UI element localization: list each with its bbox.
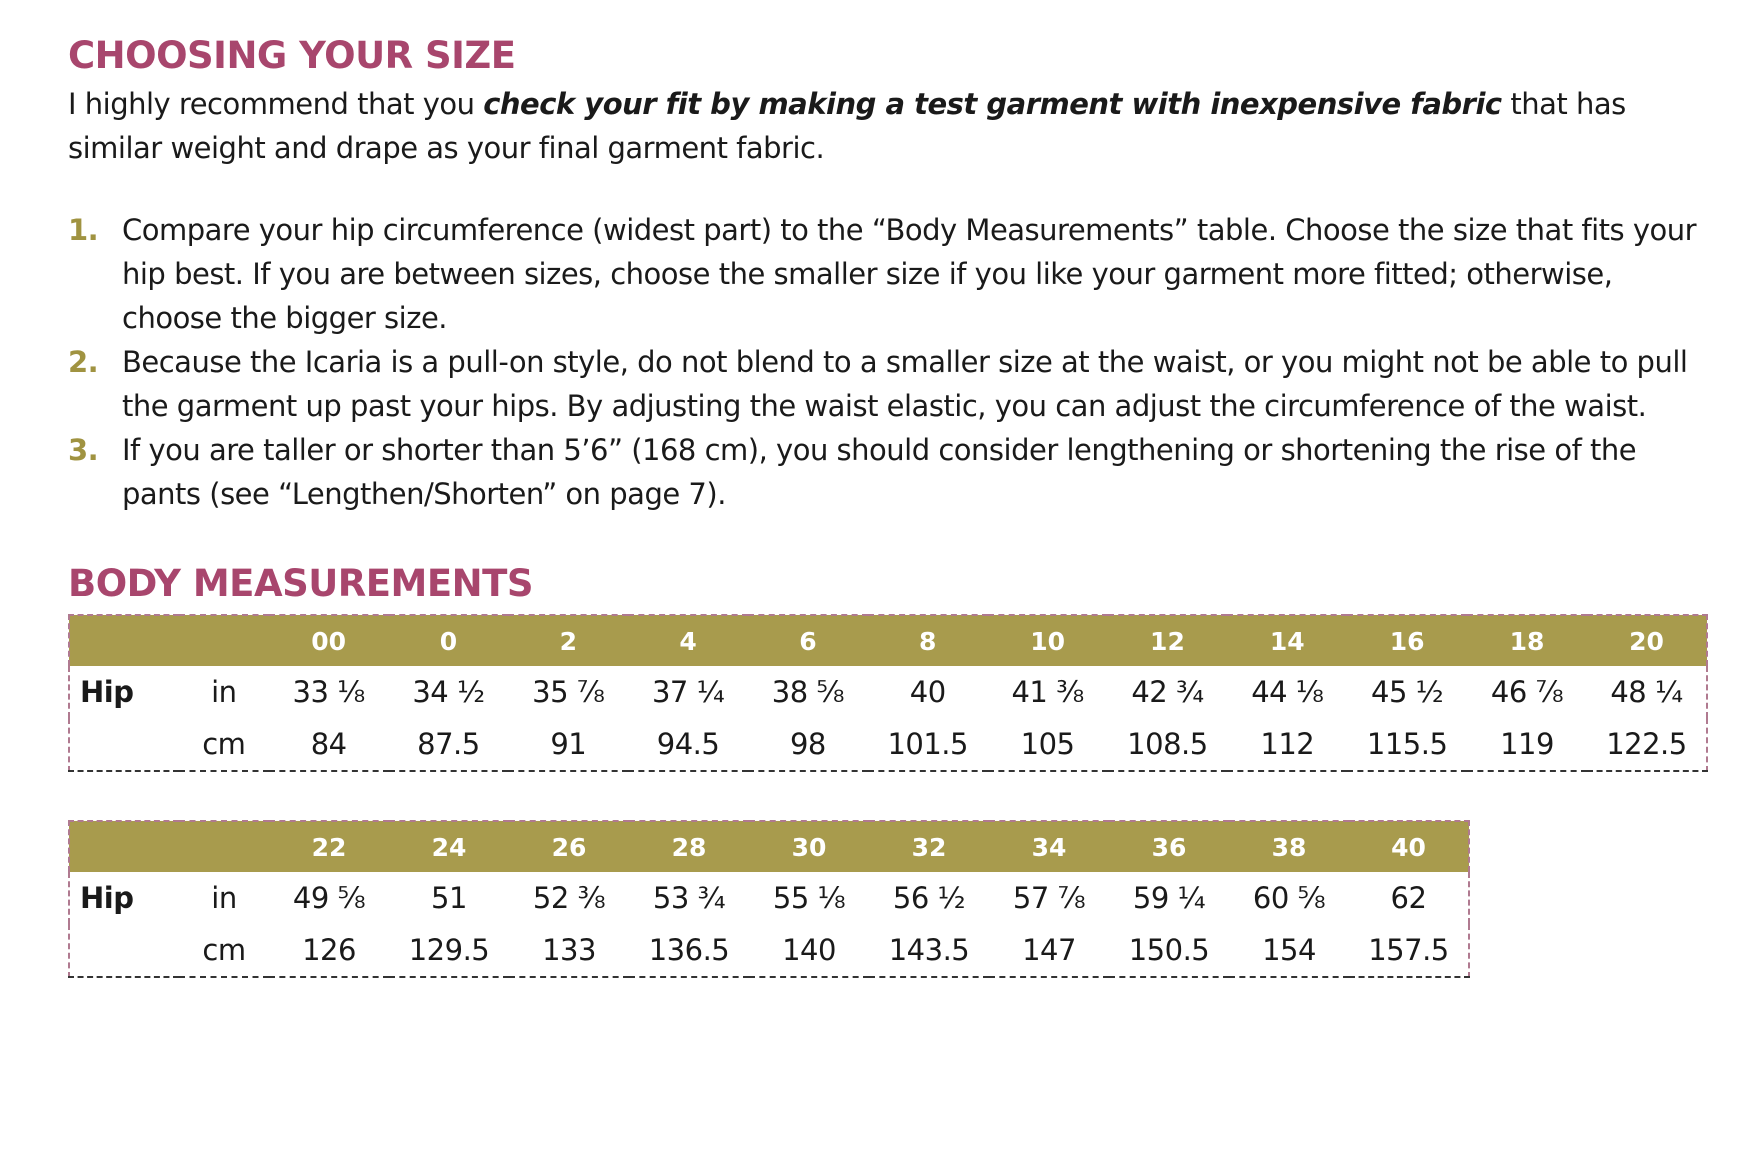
size-header-cell: 22 [269,821,389,872]
hip-cm-cell: 122.5 [1606,727,1687,761]
hip-cm-cell: 119 [1500,727,1554,761]
size-header-cell: 10 [988,615,1108,666]
hip-cm-cell: 101.5 [887,727,968,761]
blank-cell [69,924,179,977]
size-header-cell: 2 [508,615,628,666]
hip-in-cell: 35 ⅞ [532,675,605,709]
hip-cm-cell: 129.5 [408,933,490,967]
blank-header-cell [179,821,269,872]
blank-header-cell [69,615,179,666]
size-header-row [69,615,1707,666]
hip-label: Hip [80,675,134,709]
in-row [69,872,1469,924]
hip-in-cell: 62 [1390,881,1427,915]
hip-in-cell: 40 [909,675,946,709]
size-header-cell: 36 [1109,821,1229,872]
hip-cm-cell: 140 [782,933,836,967]
hip-in-cell: 59 ¼ [1132,881,1206,915]
hip-in-cell: 55 ⅛ [772,881,846,915]
hip-cm-cell: 150.5 [1128,933,1210,967]
size-header-cell: 40 [1349,821,1469,872]
hip-cm-cell: 133 [542,933,596,967]
hip-in-cell: 56 ½ [892,881,966,915]
hip-cm-cell: 154 [1262,933,1316,967]
size-header-cell: 30 [749,821,869,872]
hip-cm-cell: 112 [1260,727,1315,761]
hip-label: Hip [80,881,134,915]
size-header-cell: 6 [748,615,868,666]
hip-in-cell: 41 ⅜ [1011,675,1084,709]
step-item [68,340,1708,428]
size-table-2 [68,820,1470,978]
hip-in-cell: 53 ¾ [652,881,726,915]
step-item [68,428,1708,516]
unit-cm-label: cm [202,727,246,761]
hip-in-cell: 46 ⅞ [1490,675,1564,709]
hip-cm-cell: 84 [310,727,347,761]
step-text: Because the Icaria is a pull-on style, do not blend to a smaller size at the waist, or you might not be able to pull the garment up past your hips. By adjusting the waist elastic, you can adjust the circumference of the waist. [122,345,1688,423]
hip-in-cell: 60 ⅝ [1252,881,1326,915]
cm-row [69,718,1707,771]
hip-in-cell: 38 ⅝ [771,675,844,709]
intro-text-end: that has similar weight and drape as your final garment fabric. [68,87,1626,165]
size-header-cell: 4 [628,615,748,666]
size-header-cell: 00 [269,615,389,666]
size-header-cell: 16 [1347,615,1467,666]
size-header-row [69,821,1469,872]
intro-text-start: I highly recommend that you [68,87,484,121]
size-header-cell: 0 [389,615,509,666]
size-header-cell: 24 [389,821,509,872]
step-item [68,208,1708,340]
hip-cm-cell: 143.5 [888,933,970,967]
size-header-cell: 8 [868,615,988,666]
hip-cm-cell: 105 [1020,727,1075,761]
hip-cm-cell: 126 [302,933,356,967]
hip-cm-cell: 87.5 [417,727,480,761]
size-table-1 [68,614,1708,772]
hip-in-cell: 52 ⅜ [532,881,606,915]
size-header-cell: 28 [629,821,749,872]
size-header-cell: 26 [509,821,629,872]
unit-in-label: in [211,675,237,709]
intro-emphasis: check your fit by making a test garment with inexpensive fabric [483,87,1502,121]
body-measurements-heading: BODY MEASUREMENTS [68,562,533,605]
step-number: 2. [68,345,99,379]
hip-in-cell: 49 ⅝ [292,881,366,915]
hip-cm-cell: 115.5 [1366,727,1448,761]
hip-cm-cell: 94.5 [656,727,720,761]
hip-cm-cell: 136.5 [648,933,730,967]
size-header-cell: 32 [869,821,989,872]
hip-in-cell: 42 ¾ [1131,675,1204,709]
hip-in-cell: 33 ⅛ [292,675,365,709]
size-header-cell: 12 [1108,615,1228,666]
blank-cell [69,718,179,771]
hip-cm-cell: 147 [1022,933,1076,967]
blank-header-cell [179,615,269,666]
hip-cm-cell: 108.5 [1127,727,1208,761]
steps-list [68,208,1708,516]
unit-cm-label: cm [202,933,246,967]
hip-in-cell: 51 [431,881,467,915]
unit-in-label: in [211,881,237,915]
hip-in-cell: 44 ⅛ [1251,675,1324,709]
hip-in-cell: 34 ½ [412,675,485,709]
choosing-size-heading: CHOOSING YOUR SIZE [68,34,516,77]
size-header-cell: 34 [989,821,1109,872]
size-header-cell: 18 [1467,615,1587,666]
intro-paragraph [68,82,1688,170]
step-text: If you are taller or shorter than 5’6” (168 cm), you should consider lengthening or shortening the rise of the pants (see “Lengthen/Shorten” on page 7). [122,433,1637,511]
in-row [69,666,1707,718]
blank-header-cell [69,821,179,872]
hip-in-cell: 48 ¼ [1610,675,1683,709]
hip-in-cell: 57 ⅞ [1012,881,1086,915]
size-header-cell: 14 [1227,615,1347,666]
hip-cm-cell: 98 [789,727,826,761]
hip-in-cell: 37 ¼ [651,675,725,709]
page [68,30,1708,978]
step-number: 3. [68,433,99,467]
cm-row [69,924,1469,977]
hip-cm-cell: 91 [550,727,587,761]
size-header-cell: 20 [1587,615,1707,666]
step-number: 1. [68,213,99,247]
hip-in-cell: 45 ½ [1371,675,1444,709]
size-header-cell: 38 [1229,821,1349,872]
step-text: Compare your hip circumference (widest part) to the “Body Measurements” table. Choose the size that fits your hip best. If you are between sizes, choose the smaller size if you like your garment more fitted; otherwise, choose the bigger size. [122,213,1697,335]
hip-cm-cell: 157.5 [1368,933,1449,967]
